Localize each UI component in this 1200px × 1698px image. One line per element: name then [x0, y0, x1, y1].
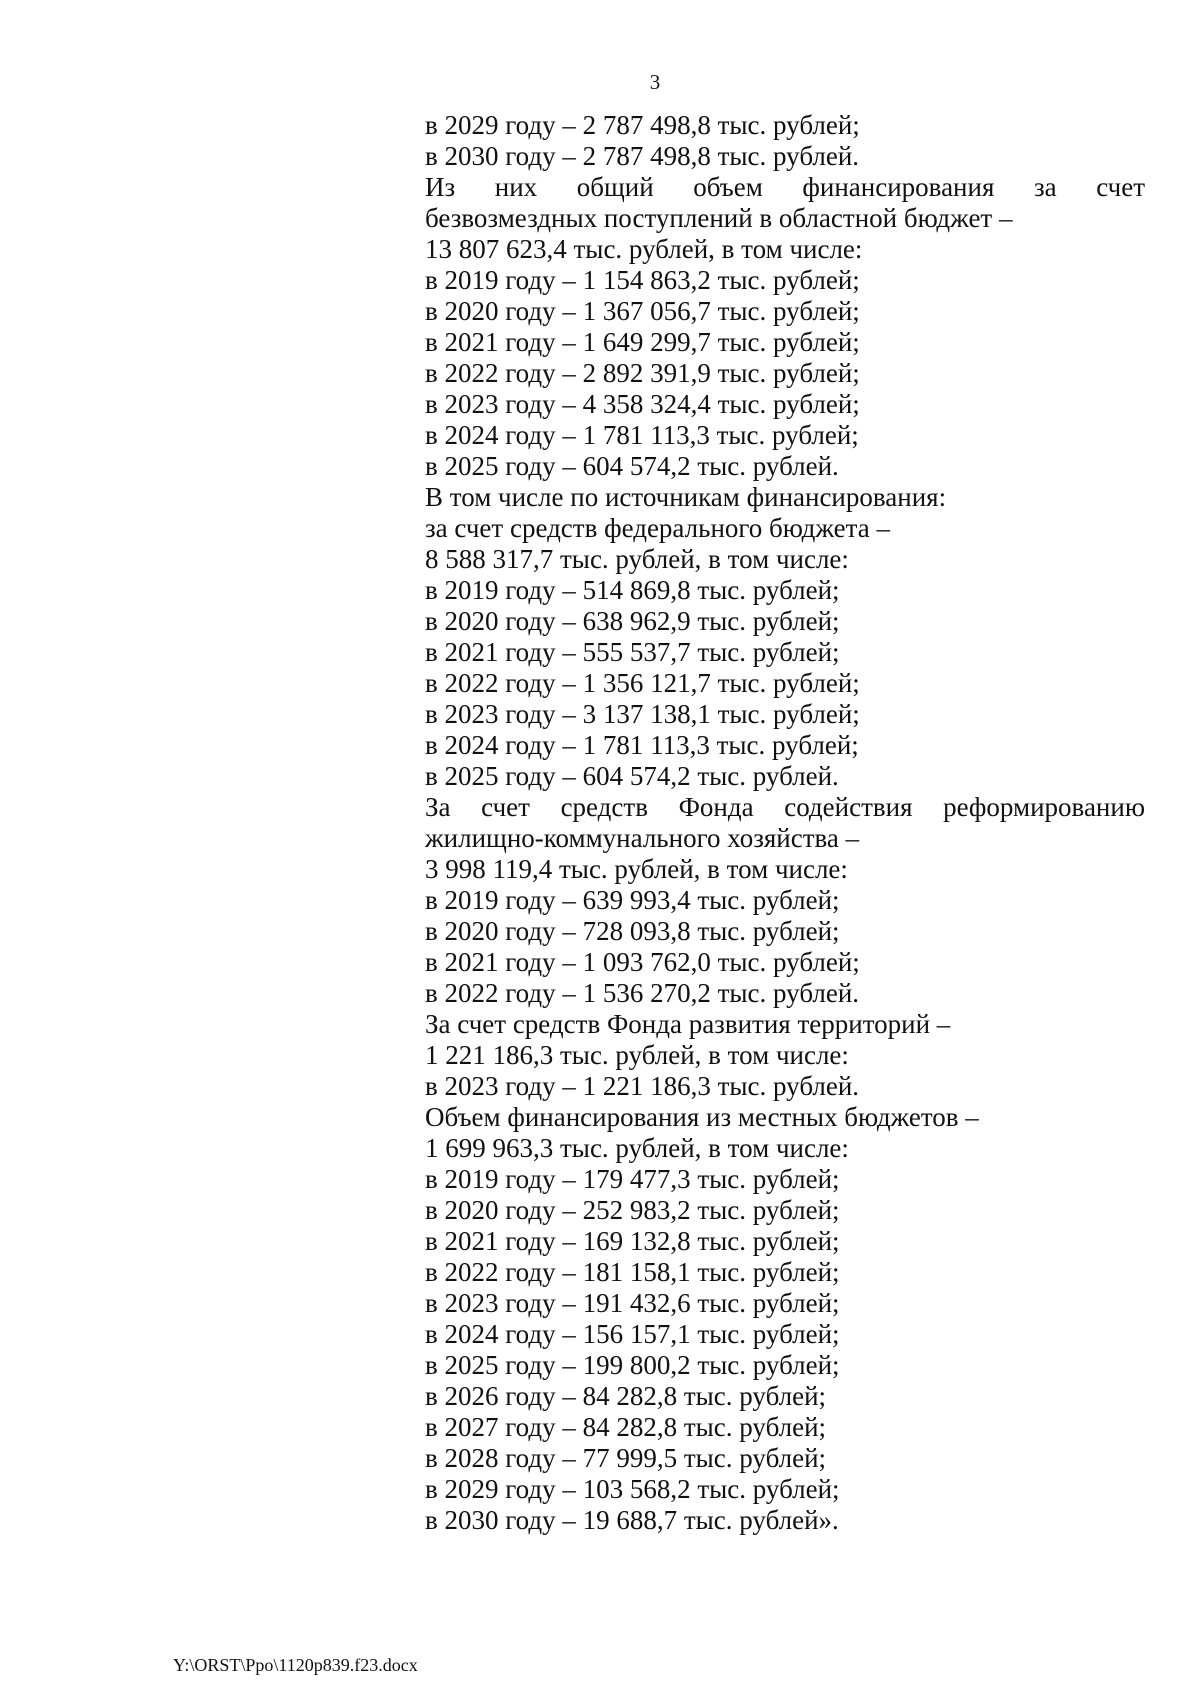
- document-line: в 2029 году – 2 787 498,8 тыс. рублей;: [425, 110, 860, 140]
- page-number: 3: [649, 70, 661, 94]
- document-line: 13 807 623,4 тыс. рублей, в том числе:: [425, 234, 863, 264]
- document-line: в 2023 году – 4 358 324,4 тыс. рублей;: [425, 389, 860, 419]
- document-line: в 2029 году – 103 568,2 тыс. рублей;: [425, 1474, 840, 1504]
- document-line: За счет средств Фонда развития территорий –: [425, 1009, 951, 1039]
- document-line: в 2020 году – 252 983,2 тыс. рублей;: [425, 1195, 840, 1225]
- document-line: в 2022 году – 181 158,1 тыс. рублей;: [425, 1257, 840, 1287]
- document-line: в 2022 году – 2 892 391,9 тыс. рублей;: [425, 358, 860, 388]
- document-line: в 2027 году – 84 282,8 тыс. рублей;: [425, 1412, 827, 1442]
- document-line: в 2019 году – 639 993,4 тыс. рублей;: [425, 885, 840, 915]
- document-line: в 2022 году – 1 356 121,7 тыс. рублей;: [425, 668, 860, 698]
- document-line: в 2025 году – 604 574,2 тыс. рублей.: [425, 451, 839, 481]
- document-line: в 2025 году – 199 800,2 тыс. рублей;: [425, 1350, 840, 1380]
- document-line: В том числе по источникам финансирования:: [425, 482, 947, 512]
- document-line: в 2022 году – 1 536 270,2 тыс. рублей.: [425, 978, 860, 1008]
- document-line: в 2021 году – 169 132,8 тыс. рублей;: [425, 1226, 840, 1256]
- document-line: безвозмездных поступлений в областной бюджет –: [425, 203, 1013, 233]
- document-line: в 2019 году – 514 869,8 тыс. рублей;: [425, 575, 840, 605]
- document-line: За счет средств Фонда содействия реформированию: [425, 792, 1145, 822]
- document-line: в 2023 году – 1 221 186,3 тыс. рублей.: [425, 1071, 860, 1101]
- document-line: в 2030 году – 19 688,7 тыс. рублей».: [425, 1505, 839, 1535]
- document-line: в 2023 году – 3 137 138,1 тыс. рублей;: [425, 699, 860, 729]
- document-line: в 2019 году – 179 477,3 тыс. рублей;: [425, 1164, 840, 1194]
- document-line: в 2025 году – 604 574,2 тыс. рублей.: [425, 761, 839, 791]
- document-line: в 2023 году – 191 432,6 тыс. рублей;: [425, 1288, 840, 1318]
- document-line: 1 221 186,3 тыс. рублей, в том числе:: [425, 1040, 849, 1070]
- document-line: Из них общий объем финансирования за счет: [425, 172, 1145, 202]
- document-line: в 2024 году – 1 781 113,3 тыс. рублей;: [425, 730, 859, 760]
- document-line: в 2028 году – 77 999,5 тыс. рублей;: [425, 1443, 827, 1473]
- document-line: в 2021 году – 1 649 299,7 тыс. рублей;: [425, 327, 860, 357]
- document-line: за счет средств федерального бюджета –: [425, 513, 890, 543]
- document-line: в 2030 году – 2 787 498,8 тыс. рублей.: [425, 141, 860, 171]
- document-line: в 2024 году – 1 781 113,3 тыс. рублей;: [425, 420, 859, 450]
- document-line: в 2019 году – 1 154 863,2 тыс. рублей;: [425, 265, 860, 295]
- footer-file-path: Y:\ORST\Ppo\1120p839.f23.docx: [173, 1655, 418, 1675]
- document-line: в 2020 году – 728 093,8 тыс. рублей;: [425, 916, 840, 946]
- document-line: в 2021 году – 555 537,7 тыс. рублей;: [425, 637, 840, 667]
- document-body: [425, 110, 1145, 1536]
- document-line: в 2020 году – 1 367 056,7 тыс. рублей;: [425, 296, 860, 326]
- document-line: в 2024 году – 156 157,1 тыс. рублей;: [425, 1319, 840, 1349]
- document-line: в 2020 году – 638 962,9 тыс. рублей;: [425, 606, 840, 636]
- document-line: жилищно-коммунального хозяйства –: [425, 823, 860, 853]
- document-line: в 2026 году – 84 282,8 тыс. рублей;: [425, 1381, 827, 1411]
- document-line: 3 998 119,4 тыс. рублей, в том числе:: [425, 854, 848, 884]
- document-line: Объем финансирования из местных бюджетов –: [425, 1102, 979, 1132]
- document-line: 1 699 963,3 тыс. рублей, в том числе:: [425, 1133, 849, 1163]
- document-line: в 2021 году – 1 093 762,0 тыс. рублей;: [425, 947, 860, 977]
- document-line: 8 588 317,7 тыс. рублей, в том числе:: [425, 544, 849, 574]
